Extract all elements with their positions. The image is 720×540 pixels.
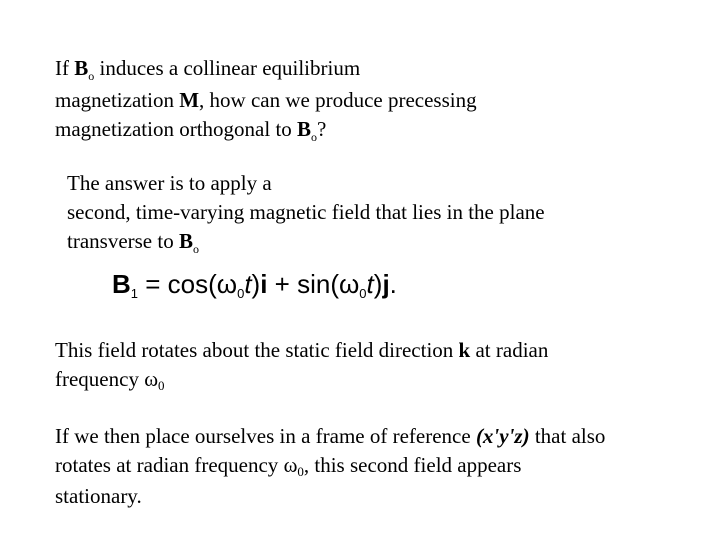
frame-line-3: stationary. (55, 484, 142, 508)
question-text: magnetization (55, 88, 180, 112)
omega-subscript: 0 (359, 286, 367, 301)
omega-subscript: 0 (297, 464, 304, 479)
equation-text: ) (251, 269, 261, 299)
b0-subscript: o (192, 242, 199, 256)
b1-symbol: B (112, 269, 131, 299)
answer-line-3 (67, 227, 545, 259)
omega-symbol: ω (283, 453, 298, 477)
b0-subscript: o (311, 130, 318, 144)
rotation-line-1 (55, 336, 548, 365)
equation-text: . (389, 269, 397, 299)
frame-text: rotates at radian frequency (55, 453, 284, 477)
time-variable: t (244, 269, 252, 299)
b1-equation (112, 266, 397, 307)
equation-text: = cos( (138, 269, 217, 299)
answer-text: transverse to (67, 229, 179, 253)
i-unit-vector: i (260, 269, 268, 299)
rotation-text: This field rotates about the static field direction (55, 338, 459, 362)
question-text: , how can we produce precessing (199, 88, 477, 112)
b0-symbol: B (297, 117, 312, 141)
question-text: If (55, 56, 75, 80)
frame-line-2 (55, 451, 605, 482)
answer-line-1: The answer is to apply a (67, 171, 272, 195)
omega-symbol: ω (216, 269, 238, 299)
frame-text: that also (529, 424, 606, 448)
b0-symbol: B (178, 229, 193, 253)
answer-paragraph (67, 169, 545, 259)
frame-text: If we then place ourselves in a frame of reference (55, 424, 476, 448)
rotation-line-2 (55, 365, 548, 396)
frame-paragraph (55, 422, 605, 511)
rotation-text: at radian (470, 338, 549, 362)
m-symbol: M (179, 88, 200, 112)
j-unit-vector: j (382, 269, 390, 299)
question-text: ? (317, 117, 327, 141)
question-text: induces a collinear equilibrium (94, 56, 361, 80)
b1-subscript: 1 (130, 286, 139, 301)
question-text: magnetization orthogonal to (55, 117, 298, 141)
omega-subscript: 0 (158, 378, 165, 393)
rotation-text: frequency (55, 367, 145, 391)
omega-symbol: ω (144, 367, 159, 391)
frame-text: , this second field appears (303, 453, 522, 477)
time-variable: t (366, 269, 374, 299)
frame-line-1 (55, 422, 605, 451)
k-symbol: k (458, 338, 471, 362)
equation-text: ) (373, 269, 383, 299)
b0-symbol: B (74, 56, 89, 80)
question-line-2 (55, 86, 477, 115)
question-paragraph (55, 54, 477, 147)
omega-subscript: 0 (237, 286, 245, 301)
rotating-frame-label: (x'y'z) (475, 424, 530, 448)
answer-line-2: second, time-varying magnetic field that lies in the plane (67, 200, 545, 224)
b0-subscript: o (88, 69, 95, 83)
question-line-3 (55, 115, 477, 147)
rotation-paragraph (55, 336, 548, 396)
question-line-1 (55, 54, 477, 86)
omega-symbol: ω (338, 269, 360, 299)
equation-text: + sin( (267, 269, 339, 299)
